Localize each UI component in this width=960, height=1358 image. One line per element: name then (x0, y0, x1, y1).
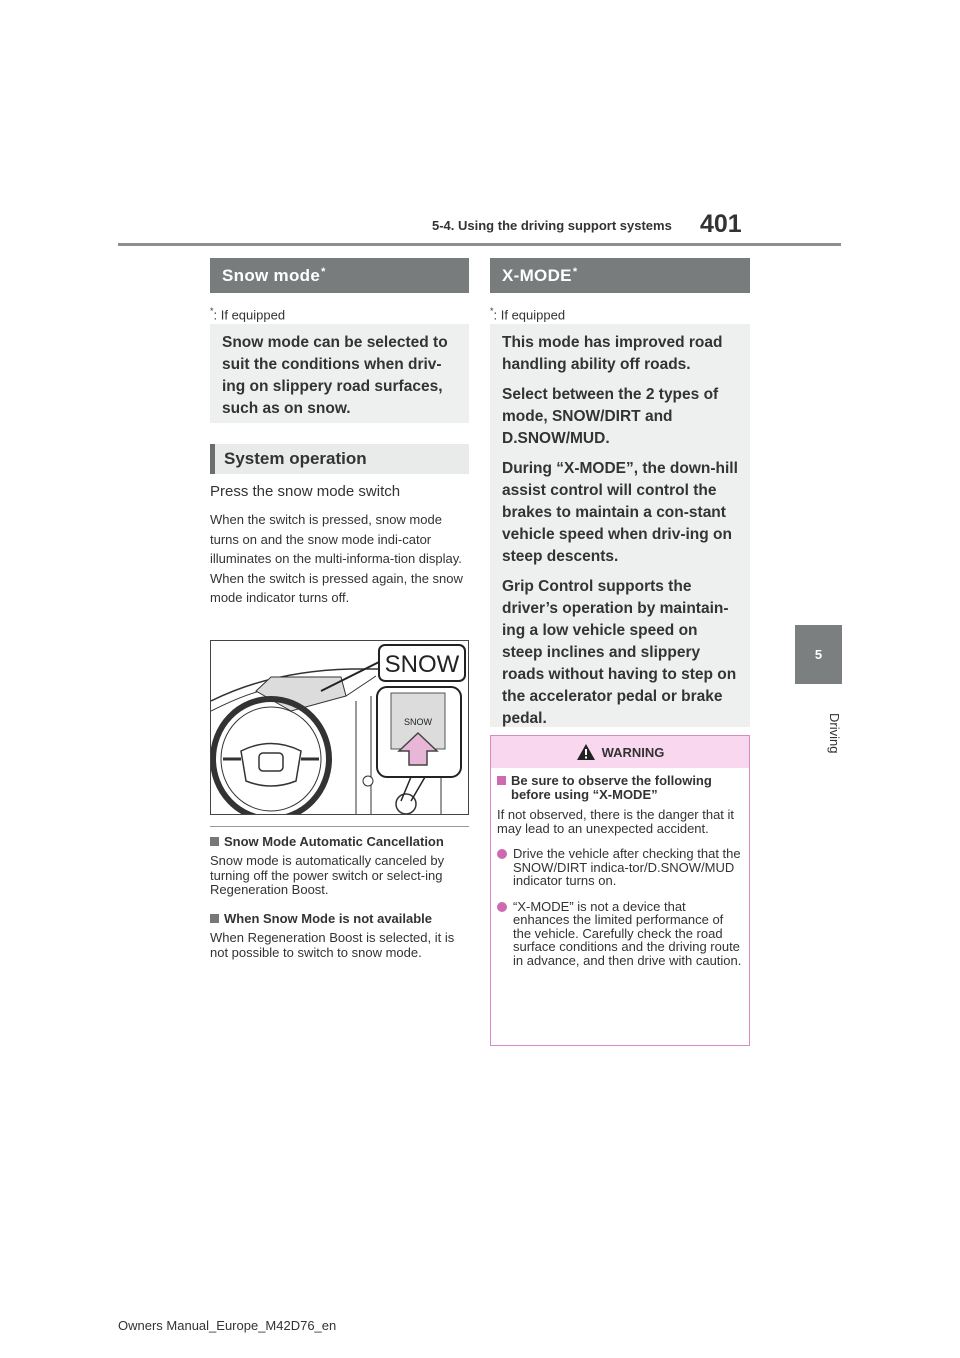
warning-item-text: “X-MODE” is not a device that enhances the limited performance of the vehicle. Carefully check the road surface conditions and the driving route in advance, and then drive with caution. (513, 898, 742, 968)
dashboard-drawing (211, 641, 468, 814)
step-text: Press the snow mode switch (210, 483, 401, 500)
left-footnote (210, 306, 285, 322)
chapter-tab (795, 625, 842, 684)
square-bullet-icon (497, 776, 506, 785)
warning-triangle-icon (576, 743, 596, 761)
note-title (210, 911, 472, 926)
header-rule (118, 243, 841, 246)
note-title (210, 834, 472, 849)
step-description: When the switch is pressed, snow mode turns on and the snow mode indi-cator illuminates on the multi-informa-tion display. When the switch is pressed again, the snow mode indicator turns off. (210, 512, 463, 605)
footnote-text: : If equipped (493, 307, 566, 323)
intro-text: Snow mode can be selected to suit the conditions when driv-ing on slippery road surfaces, such as on snow. (222, 334, 448, 417)
warning-header (491, 736, 749, 768)
warning-body (491, 774, 749, 967)
chapter-label: Driving (827, 712, 842, 754)
warning-box (490, 735, 750, 1046)
x-mode-heading-text: X-MODE (502, 265, 572, 285)
square-bullet-icon (210, 837, 219, 846)
snow-button-label: SNOW (404, 717, 432, 727)
note-title-text: Snow Mode Automatic Cancellation (224, 834, 444, 849)
square-bullet-icon (210, 914, 219, 923)
intro-paragraph: During “X-MODE”, the down-hill assist control will control the brakes to maintain a con-stant vehicle speed when driv-ing on steep descents. (502, 460, 738, 565)
heading-asterisk: * (321, 265, 326, 278)
page-number: 401 (700, 210, 742, 238)
note-auto-cancel (210, 834, 472, 898)
snow-mode-intro (210, 324, 469, 423)
notes-divider (210, 826, 469, 827)
round-bullet-icon (497, 902, 507, 912)
footnote-text: : If equipped (213, 307, 286, 323)
x-mode-intro (490, 324, 750, 727)
footnote-asterisk: * (210, 306, 214, 316)
footer-doc-id: Owners Manual_Europe_M42D76_en (118, 1318, 337, 1333)
note-text: Snow mode is automatically canceled by turning off the power switch or select-ing Regeneration Boost. (210, 853, 445, 897)
x-mode-heading (490, 258, 750, 293)
heading-asterisk: * (572, 265, 578, 278)
snow-mode-heading (210, 258, 469, 293)
warning-item (497, 900, 743, 968)
warning-subheading (497, 774, 743, 802)
snow-mode-heading-text: Snow mode (222, 265, 321, 285)
footnote-asterisk: * (490, 306, 494, 316)
intro-paragraph: Grip Control supports the driver’s operation by maintain-ing a low vehicle speed on steep inclines and slippery roads without having to step on the accelerator pedal or brake pedal. (502, 578, 737, 727)
right-footnote (490, 306, 565, 322)
dashboard-illustration (210, 640, 469, 815)
warning-title: WARNING (601, 744, 665, 760)
note-title-text: When Snow Mode is not available (224, 911, 433, 926)
chapter-number: 5 (814, 647, 823, 662)
intro-paragraph: Select between the 2 types of mode, SNOW/DIRT and D.SNOW/MUD. (502, 386, 719, 447)
note-text: When Regeneration Boost is selected, it is not possible to switch to snow mode. (210, 930, 455, 960)
round-bullet-icon (497, 849, 507, 859)
warning-text: If not observed, there is the danger that it may lead to an unexpected accident. (497, 807, 735, 836)
section-title: 5-4. Using the driving support systems (432, 218, 672, 233)
intro-paragraph: This mode has improved road handling ability off roads. (502, 334, 723, 373)
warning-item-text: Drive the vehicle after checking that the SNOW/DIRT indica-tor/D.SNOW/MUD indicator turns on. (513, 846, 741, 888)
snow-callout-label: SNOW (384, 651, 460, 678)
warning-item (497, 847, 743, 888)
system-operation-heading: System operation (210, 444, 469, 474)
note-not-available (210, 911, 472, 960)
warning-subheading-text: Be sure to observe the following before using “X-MODE” (511, 773, 712, 802)
